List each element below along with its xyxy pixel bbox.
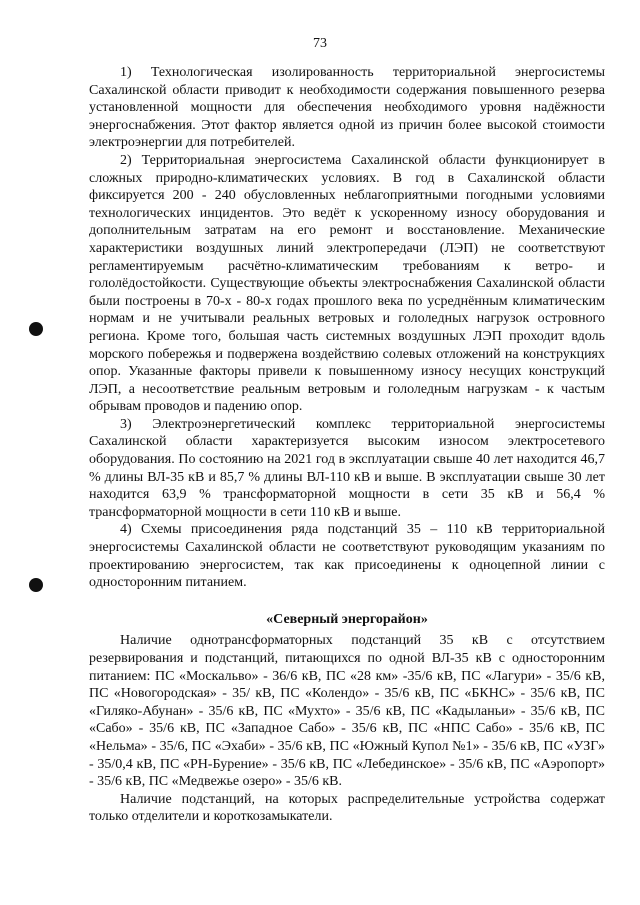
section-paragraph-1: Наличие однотрансформаторных подстанций 35 кВ с отсутствием резервирования и подстанций, питающихся по одной ВЛ-35 кВ с односторонним питанием: ПС «Москальво» - 36/6 кВ, ПС «28 км» -35/6 кВ, ПС «Лагури» - 35/6 кВ, ПС «Новогородская» - 35/ кВ, ПС «Колендо» - 35/6 кВ, ПС «БКНС» - 35/6 кВ, ПС «Гиляко-Абунан» - 35/6 кВ, ПС «Мухто» - 35/6 кВ, ПС «Кадыланьи» - 35/6 кВ, ПС «Сабо» - 35/6 кВ, ПС «Западное Сабо» - 35/6 кВ, ПС «НПС Сабо» - 35/6 кВ, ПС «Нельма» - 35/6, ПС «Эхаби» - 35/6 кВ, ПС «Южный Купол №1» - 35/6 кВ, ПС «УЗГ» - 35/0,4 кВ, ПС «РН-Бурение» - 35/6 кВ, ПС «Лебединское» - 35/6 кВ, ПС «Аэропорт» - 35/6 кВ, ПС «Медвежье озеро» - 35/6 кВ.	[89, 633, 605, 790]
paragraph-4: 4) Схемы присоединения ряда подстанций 35 – 110 кВ территориальной энергосистемы Сахалинской области не соответствуют руководящим указаниям по проектированию энергосистем, так как присоединены к одноцепной линии с односторонним питанием.	[89, 522, 605, 591]
paragraph-2: 2) Территориальная энергосистема Сахалинской области функционирует в сложных природно-климатических условиях. В год в Сахалинской области фиксируется 200 - 240 обусловленных неблагоприятными погодными условиями технологических инцидентов. Это ведёт к ускоренному износу оборудования и дополнительным затратам на его ремонт и восстановление. Механические характеристики воздушных линий электропередачи (ЛЭП) не соответствуют регламентируемым расчётно-климатическим требованиям к ветро- и гололёдостойкости. Существующие объекты электроснабжения Сахалинской области были построены в 70-х - 80-х годах прошлого века по усреднённым климатическим нормам и не учитывали реальных ветровых и гололедных нагрузок островного региона. Кроме того, большая часть системных воздушных ЛЭП проходит вдоль морского побережья и подвержена воздействию солевых отложений на конструкциях опор. Указанные факторы привели к повышенному износу несущих конструкций ЛЭП, а несоответствие реальным ветровым и гололедным нагрузкам - к частым обрывам проводов и падению опор.	[89, 152, 605, 415]
section-paragraph-2: Наличие подстанций, на которых распределительные устройства содержат только отделители и короткозамыкатели.	[89, 791, 605, 825]
section-heading: «Северный энергорайон»	[266, 611, 428, 627]
punch-hole	[29, 578, 43, 592]
document-body	[89, 64, 605, 826]
page-number: 73	[313, 36, 327, 51]
punch-hole	[29, 322, 43, 336]
paragraph-1: 1) Технологическая изолированность территориальной энергосистемы Сахалинской области приводит к необходимости содержания повышенного резерва установленной мощности для обеспечения необходимого уровня надёжности энергоснабжения. Этот фактор является одной из причин более высокой стоимости электроэнергии для потребителей.	[89, 65, 605, 151]
paragraph-3: 3) Электроэнергетический комплекс территориальной энергосистемы Сахалинской области характеризуется высоким износом электросетевого оборудования. По состоянию на 2021 год в эксплуатации свыше 40 лет находится 46,7 % длины ВЛ-35 кВ и 85,7 % длины ВЛ-110 кВ и выше. В эксплуатации свыше 30 лет находится 63,9 % трансформаторной мощности в сети 35 кВ и 56,4 % трансформаторной мощности в сети 110 кВ и выше.	[89, 416, 605, 520]
